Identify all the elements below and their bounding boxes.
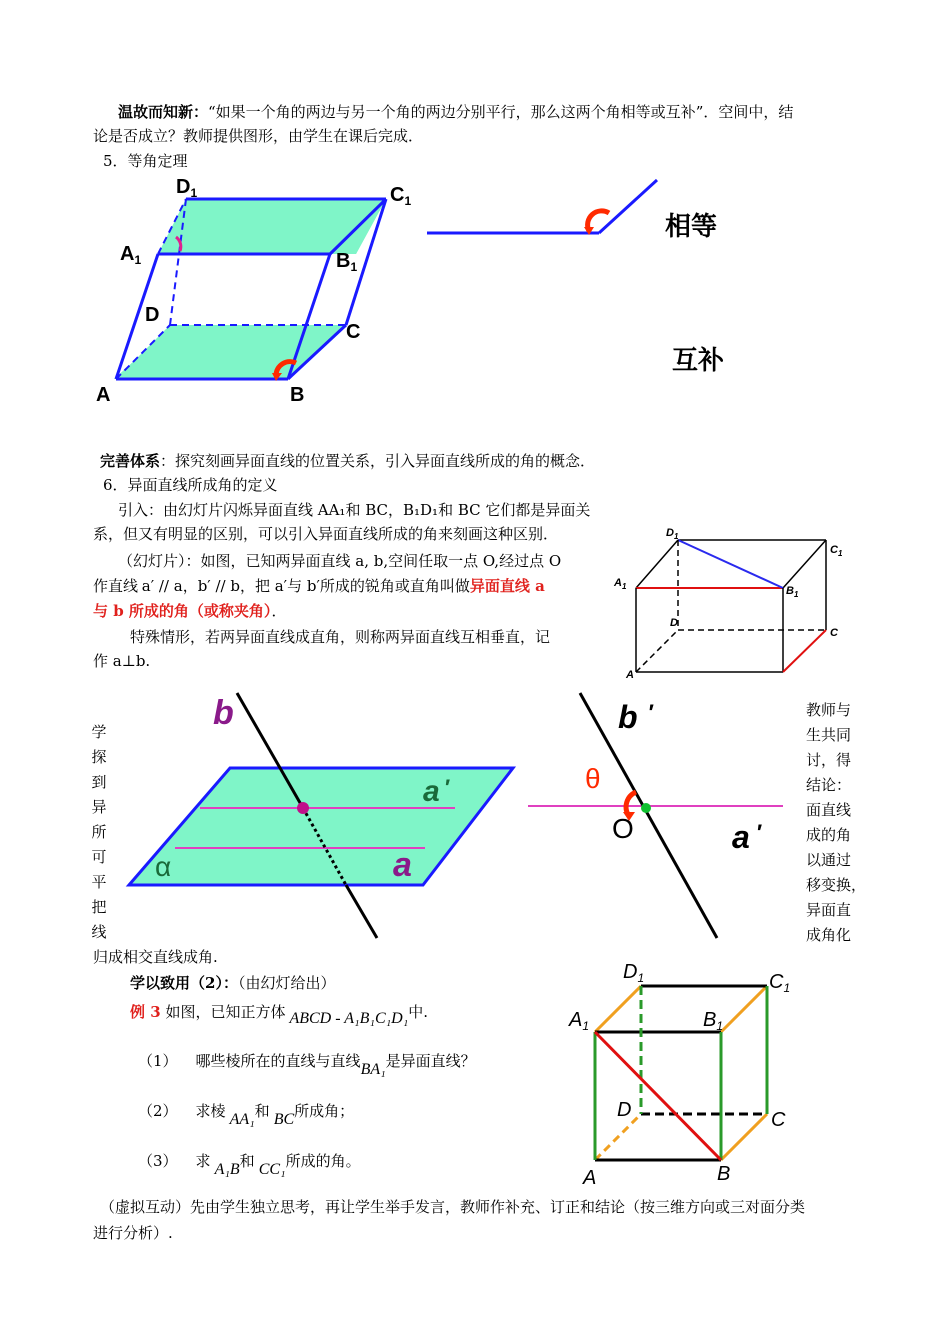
def6-special1: 特殊情形，若两异面直线成直角，则称两异面直线互相垂直，记: [130, 628, 551, 646]
svg-text:D1: $D_1$: [666, 527, 679, 541]
question3: （3） 求 A₁B和 CC₁所成的角。: [138, 1152, 361, 1178]
def6-intro1: 引入：由幻灯片闪烁异面直线 AA₁和 BC，B₁D₁和 BC 它们都是异面关: [118, 501, 591, 519]
svg-text:C1: $C_1$: [830, 544, 843, 558]
virtual-line1: （虚拟互动）先由学生独立思考，再让学生举手发言，教师作补充、订正和结论（按三维方向或三对面分类: [100, 1198, 806, 1216]
review-paragraph-line1: [118, 101, 793, 123]
label-D: D: [145, 304, 160, 326]
label-D1: $D_1$: [176, 176, 198, 200]
supplement-label: 互补: [672, 346, 725, 376]
def6-slide1: （幻灯片）：如图，已知两异面直线 a, b,空间任取一点 O,经过点 O: [118, 552, 562, 570]
complete-text: ：探究刻画异面直线的位置关系，引入异面直线所成的角的概念．: [160, 452, 596, 470]
svg-text:B1: $B_1$: [703, 1009, 724, 1033]
right-column-text: 教师与 生共同 讨，得 结论： 面直线 成的角 以通过 移变换， 异面直 成角化: [806, 701, 867, 944]
left-column-text: 学 探 到 异 所 可 平 把 线: [91, 723, 107, 941]
question1: （1） 哪些棱所在的直线与直线BA₁是异面直线？: [138, 1052, 476, 1078]
equal-angle-sketch: [425, 175, 665, 245]
label-C1: $C_1$: [390, 184, 412, 208]
label-o: O: [612, 813, 634, 844]
label-a-prime: a ′: [423, 775, 449, 808]
question2: （2） 求棱 AA₁和 BC所成角；: [138, 1102, 355, 1128]
cube-figure: [565, 958, 805, 1190]
box-figure: [608, 520, 858, 680]
svg-text:B: B: [717, 1163, 731, 1185]
equal-label: 相等: [665, 212, 718, 242]
label-B: B: [290, 384, 305, 406]
conclusion-line: 归成相交直线成角.: [93, 948, 218, 966]
def6-slide2: 作直线 a′ // a，b′ // b，把 a′与 b′所成的锐角或直角叫做异面直线 a: [93, 577, 545, 595]
label-B1: $B_1$: [336, 250, 358, 274]
svg-text:A: A: [583, 1167, 597, 1189]
svg-text:D: D: [670, 617, 678, 629]
svg-text:B1: $B_1$: [786, 585, 799, 599]
review-text1: “如果一个角的两边与另一个角的两边分别平行，那么这两个角相等或互补”．空间中，结: [208, 103, 794, 121]
label-A1: $A_1$: [120, 243, 142, 267]
label-theta: θ: [585, 763, 601, 794]
plane-skew-figure: [125, 688, 520, 940]
review-text2: 论是否成立？教师提供图形，由学生在课后完成．: [93, 127, 424, 145]
apply-heading-line: 学以致用（2）：（由幻灯给出）: [130, 974, 336, 992]
example3-line: 例 3 如图，已知正方体 ABCD - A₁B₁C₁D₁中.: [130, 1003, 429, 1027]
complete-paragraph: [100, 450, 595, 472]
svg-text:A: A: [626, 669, 634, 680]
def6-slide3: 与 b 所成的角（或称夹角）．: [93, 602, 287, 620]
label-alpha: α: [155, 851, 172, 882]
intersecting-lines-figure: [525, 688, 790, 940]
label-b-prime: b ′: [618, 699, 653, 735]
virtual-line2: 进行分析）.: [93, 1224, 173, 1242]
svg-text:A1: $A_1$: [569, 1009, 590, 1033]
svg-text:D: D: [617, 1099, 632, 1121]
label-a: a: [393, 846, 412, 884]
svg-text:C1: $C_1$: [769, 971, 791, 995]
label-a-prime-2: a ′: [732, 819, 762, 855]
def6-special2: 作 a⊥b.: [93, 652, 151, 670]
theorem5-title: 5．等角定理: [103, 152, 188, 170]
def6-intro2: 系，但又有明显的区别，可以引入异面直线所成的角来刻画这种区别．: [93, 525, 559, 543]
svg-text:C: C: [771, 1109, 786, 1131]
svg-text:D1: $D_1$: [623, 961, 645, 985]
svg-text:C: C: [830, 627, 838, 639]
review-heading: 温故而知新：: [118, 103, 209, 121]
svg-text:A1: $A_1$: [614, 577, 627, 591]
complete-heading: 完善体系: [100, 452, 161, 470]
def6-title: 6．异面直线所成角的定义: [103, 476, 278, 494]
label-b: b: [213, 694, 234, 732]
label-A: A: [96, 384, 111, 406]
label-C: C: [346, 321, 361, 343]
